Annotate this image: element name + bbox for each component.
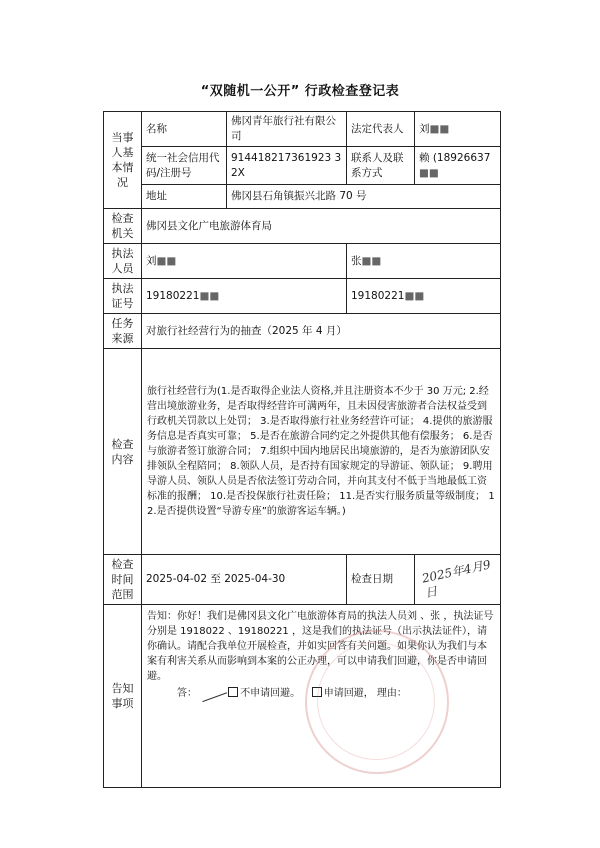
notice-answer: 答： 不申请回避。 申请回避， 理由： [147,686,495,701]
handwritten-date: 2025年4月9日 [420,557,492,601]
legal-rep-label: 法定代表人 [347,112,415,147]
address-label: 地址 [142,185,227,209]
checkbox-recusal[interactable] [312,687,322,697]
cert1-value: 19180221■■ [142,279,347,314]
party-section-label: 当事人基本情况 [104,112,142,209]
name-label: 名称 [142,112,227,147]
agency-value: 佛冈县文化广电旅游体育局 [142,209,501,244]
contact-value: 赖 (18926637■■ [415,147,501,185]
checkbox-no-recusal[interactable] [228,687,238,697]
certs-label: 执法证号 [104,279,142,314]
check-date-label: 检查日期 [347,555,415,605]
notice-text: 告知：你好！我们是佛冈县文化广电旅游体育局的执法人员刘 、张 ，执法证号分别是 1918022 、19180221 ，这是我们的执法证号（出示执法证件），请你确认。请配合我单位开展检查，并如实回答有关问题。如果你认为我们与本案有利害关系从而影响到本案的公正办理，可以申请我们回避，你是否申请回避。 [147,611,494,682]
inspection-content: 旅行社经营行为(1.是否取得企业法人资格,并且注册资本不少于 30 万元; 2.经营出境旅游业务，是否取得经营许可满两年，且未因侵害旅游者合法权益受到行政机关罚款以上处罚； 3.是否取得旅行社业务经营许可证； 4.提供的旅游服务信息是否真实可靠； 5.是否在旅游合同约定之外提供其他有偿服务； 6.是否与旅游者签订旅游合同； 7.组织中国内地居民出境旅游的，是否为旅游团队安排领队全程陪同； 8.领队人员，是否持有国家规定的导游证、领队证； 9.聘用导游人员、领队人员是否依法签订劳动合同，并向其支付不低于当地最低工资标准的报酬； 10.是否投保旅行社责任险； 11.是否实行服务质量等级制度； 12.是否提供设置“导游专座”的旅游客运车辆。) [142,349,501,555]
task-label: 任务来源 [104,314,142,349]
credit-code-value: 914418217361923 32X [227,147,347,185]
time-range-value: 2025-04-02 至 2025-04-30 [142,555,347,605]
check-date-value [415,555,501,605]
inspection-form [103,111,501,788]
address-value: 佛冈县石角镇振兴北路 70 号 [227,185,501,209]
officers-label: 执法人员 [104,244,142,279]
officer2-value: 张■■ [347,244,501,279]
inspection-label: 检查内容 [104,349,142,555]
agency-label: 检查机关 [104,209,142,244]
signature-mark [199,683,227,702]
time-label: 检查时间范围 [104,555,142,605]
form-title: “双随机一公开” 行政检查登记表 [200,84,400,99]
notice-label: 告知事项 [104,605,142,788]
task-value: 对旅行社经营行为的抽查（2025 年 4 月） [142,314,501,349]
notice-content [142,605,501,788]
credit-code-label: 统一社会信用代码/注册号 [142,147,227,185]
name-value: 佛冈青年旅行社有限公司 [227,112,347,147]
cert2-value: 19180221■■ [347,279,501,314]
contact-label: 联系人及联系方式 [347,147,415,185]
legal-rep-value: 刘■■ [415,112,501,147]
officer1-value: 刘■■ [142,244,347,279]
